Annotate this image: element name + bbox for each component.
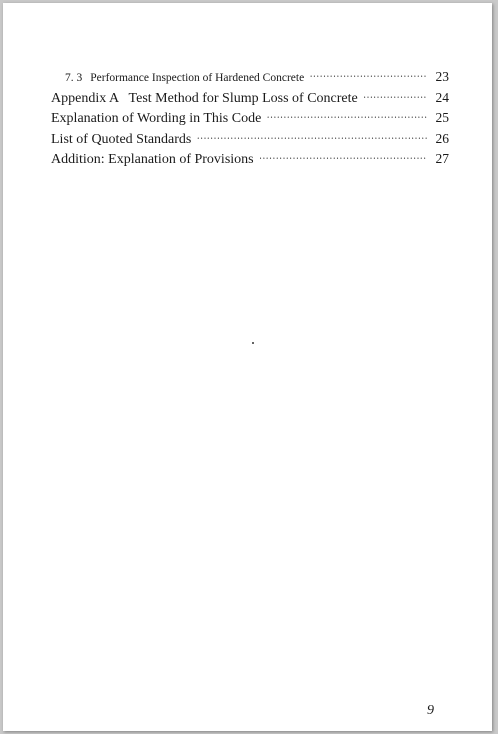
toc-entry-label: Performance Inspection of Hardened Concrete [90, 72, 305, 84]
stray-dot-mark [252, 342, 254, 344]
toc-entry[interactable] [51, 110, 449, 131]
dot-leader [364, 93, 427, 104]
dot-leader [197, 134, 427, 145]
page-number: 9 [427, 703, 434, 718]
dot-leader [260, 154, 427, 165]
toc-entry-page: 27 [435, 151, 449, 166]
toc-entry[interactable] [51, 151, 449, 172]
toc-entry-label: List of Quoted Standards [51, 131, 192, 147]
toc-entry-page: 25 [435, 110, 449, 125]
toc-entry[interactable] [51, 131, 449, 152]
toc-entry-label: Addition: Explanation of Provisions [51, 152, 254, 167]
toc-entry[interactable] [51, 69, 449, 90]
table-of-contents [51, 69, 449, 172]
toc-entry-page: 23 [435, 69, 449, 84]
toc-entry-label: Explanation of Wording in This Code [51, 111, 262, 126]
toc-entry-page: 26 [435, 130, 449, 146]
dot-leader [267, 113, 427, 124]
toc-entry[interactable] [51, 90, 449, 111]
toc-entry-label: Appendix A Test Method for Slump Loss of Concrete [51, 90, 358, 106]
document-page [3, 3, 492, 731]
toc-entry-number: 7. 3 [65, 72, 83, 84]
toc-entry-page: 24 [435, 89, 449, 105]
dot-leader [310, 72, 427, 83]
